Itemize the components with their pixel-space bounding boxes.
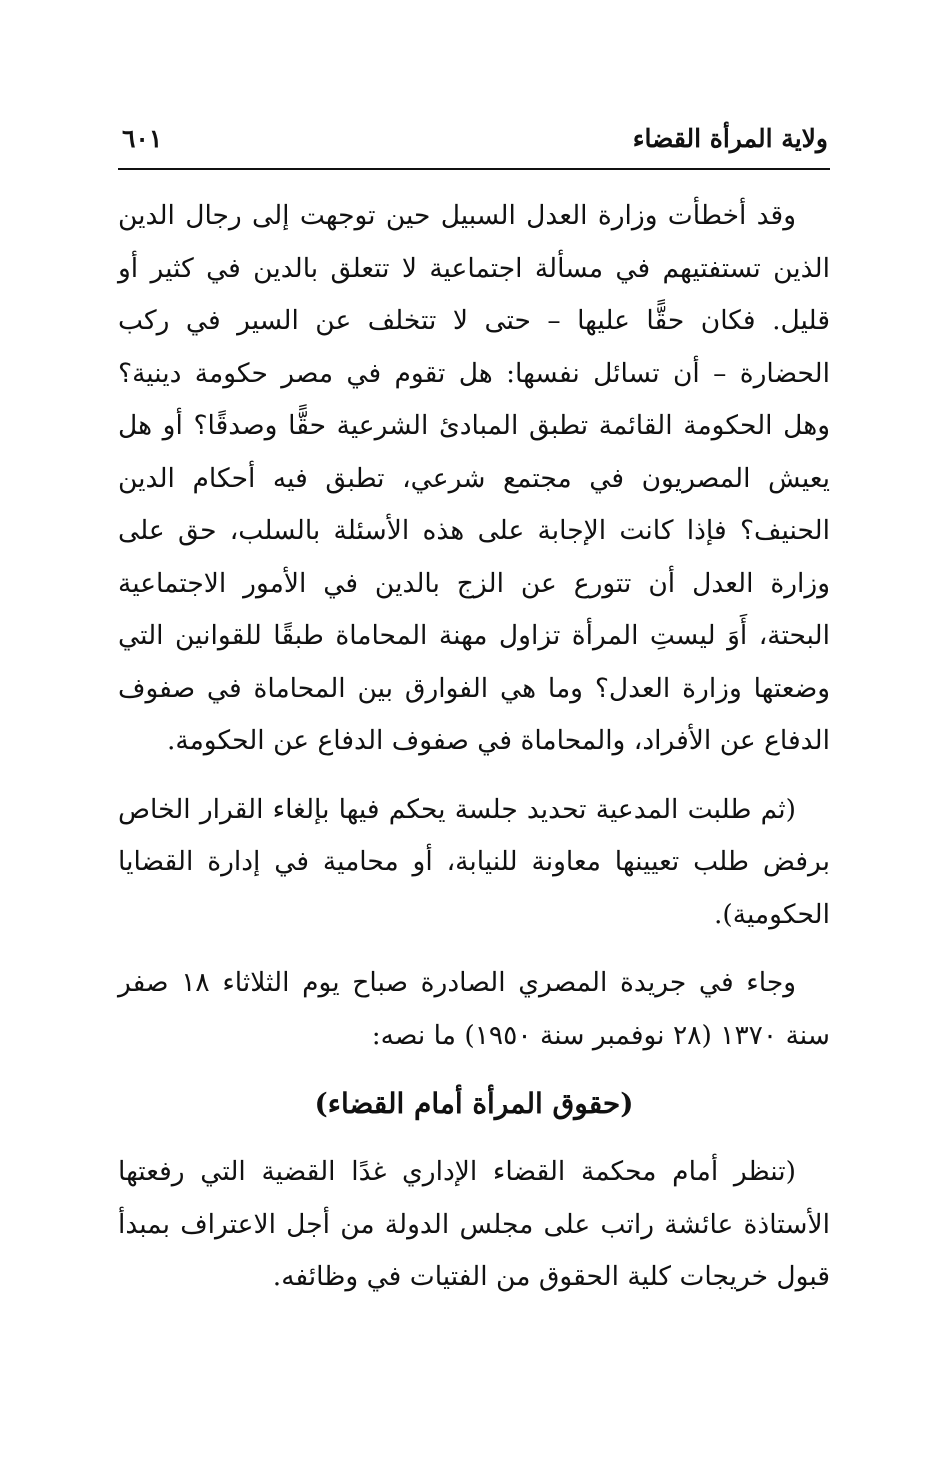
paragraph-2: (ثم طلبت المدعية تحديد جلسة يحكم فيها بإلغاء القرار الخاص برفض طلب تعيينها معاونة للنيابة، أو محامية في إدارة القضايا الحكومية). <box>118 793 830 930</box>
heading-spacer <box>118 1134 830 1146</box>
page-number: ٦٠١ <box>122 124 163 153</box>
page-header <box>118 118 828 164</box>
paragraph-4: (تنظر أمام محكمة القضاء الإداري غدًا القضية التي رفعتها الأستاذة عائشة راتب على مجلس الدولة من أجل الاعتراف بمبدأ قبول خريجات كلية الحقوق من الفتيات في وظائفه. <box>118 1156 830 1292</box>
section-heading: (حقوق المرأة أمام القضاء) <box>314 1087 634 1120</box>
paragraph-spacer <box>118 768 830 784</box>
paragraph-1: وقد أخطأت وزارة العدل السبيل حين توجهت إلى رجال الدين الذين تستفتيهم في مسألة اجتماعية لا تتعلق بالدين في كثير أو قليل. فكان حقًّا عليها – حتى لا تتخلف عن السير في ركب الحضارة – أن تسائل نفسها: هل تقوم في مصر حكومة دينية؟ وهل الحكومة القائمة تطبق المبادئ الشرعية حقًّا وصدقًا؟ أو هل يعيش المصريون في مجتمع شرعي، تطبق فيه أحكام الدين الحنيف؟ فإذا كانت الإجابة على هذه الأسئلة بالسلب، حق على وزارة العدل أن تتورع عن الزج بالدين في الأمور الاجتماعية البحتة، أَوَ ليستِ المرأة تزاول مهنة المحاماة طبقًا للقوانين التي وضعتها وزارة العدل؟ وما هي الفوارق بين المحاماة في صفوف الدفاع عن الأفراد، والمحاماة في صفوف الدفاع عن الحكومة. <box>118 200 830 756</box>
paragraph-3: وجاء في جريدة المصري الصادرة صباح يوم الثلاثاء ١٨ صفر سنة ١٣٧٠ (٢٨ نوفمبر سنة ١٩٥٠) ما نصه: <box>118 967 830 1051</box>
heading-spacer <box>118 1062 830 1074</box>
paragraph-spacer <box>118 941 830 957</box>
page-body <box>118 190 830 1304</box>
running-title: ولاية المرأة القضاء <box>632 124 828 153</box>
header-divider <box>118 168 830 170</box>
